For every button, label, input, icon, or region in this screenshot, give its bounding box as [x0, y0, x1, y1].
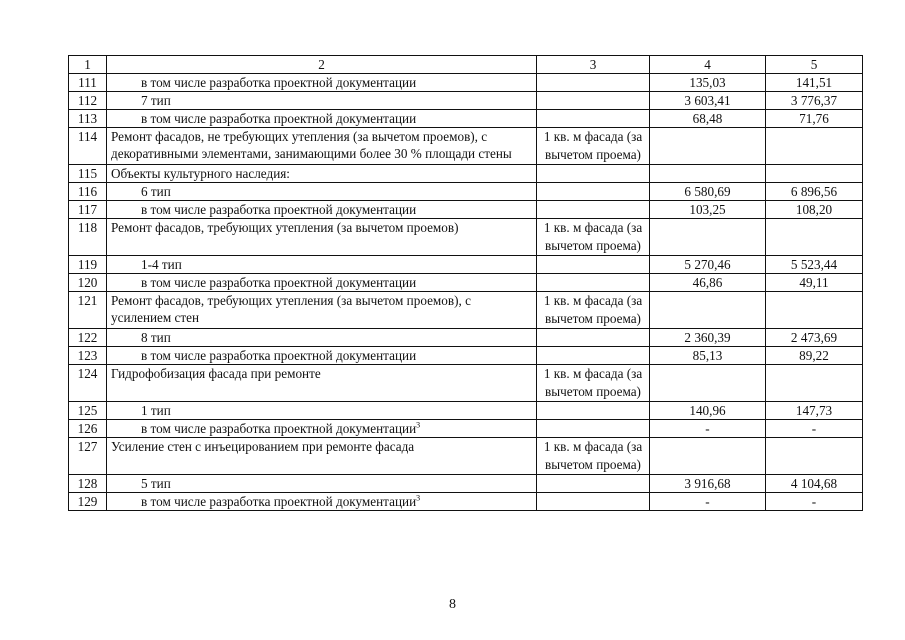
row-unit-cell [537, 493, 650, 511]
row-number-cell [69, 420, 107, 438]
row-number-cell [69, 92, 107, 110]
row-name-cell [107, 274, 537, 292]
row-name-text: в том числе разработка проектной документации [141, 421, 417, 436]
row-number-cell [69, 402, 107, 420]
row-value-col5-cell [766, 292, 863, 329]
row-value-col5-cell [766, 110, 863, 128]
row-name-cell [107, 292, 537, 329]
row-unit-cell [537, 402, 650, 420]
header-col-4: 4 [650, 56, 766, 74]
row-number-cell [69, 219, 107, 256]
document-sheet [68, 55, 863, 511]
row-value-col4-text: 2 360,39 [684, 330, 731, 345]
row-value-col4-cell [650, 347, 766, 365]
row-number-cell [69, 183, 107, 201]
row-number-cell [69, 292, 107, 329]
row-number-cell [69, 201, 107, 219]
row-value-col4-text: 3 916,68 [684, 476, 731, 491]
row-value-col4-text: 135,03 [689, 75, 726, 90]
table-header-row [69, 56, 863, 74]
row-number-text: 118 [77, 220, 98, 235]
footnote-marker: 3 [416, 420, 421, 430]
row-value-col4-text: 5 270,46 [684, 257, 731, 272]
row-unit-cell [537, 219, 650, 256]
row-value-col5-text: 71,76 [799, 111, 829, 126]
row-value-col5-text: 3 776,37 [790, 93, 838, 108]
row-unit-cell [537, 183, 650, 201]
row-value-col5-cell [766, 402, 863, 420]
row-value-col4-cell [650, 256, 766, 274]
row-name-cell [107, 74, 537, 92]
row-value-col4-cell [650, 438, 766, 475]
row-value-col4-cell [650, 292, 766, 329]
row-value-col4-text: 140,96 [689, 403, 726, 418]
row-value-col5-cell [766, 128, 863, 165]
row-unit-cell [537, 165, 650, 183]
row-number-text: 112 [77, 93, 98, 108]
row-name-text: в том числе разработка проектной документации [141, 111, 417, 126]
row-value-col5-text: 2 473,69 [790, 330, 838, 345]
row-unit-cell [537, 420, 650, 438]
row-value-col4-cell [650, 110, 766, 128]
row-value-col4-cell [650, 475, 766, 493]
row-name-cell [107, 329, 537, 347]
row-number-text: 128 [77, 476, 98, 491]
row-number-cell [69, 365, 107, 402]
row-number-cell [69, 347, 107, 365]
row-name-cell [107, 493, 537, 511]
row-number-text: 113 [77, 111, 98, 126]
page-number: 8 [449, 597, 456, 612]
row-value-col5-cell [766, 74, 863, 92]
row-value-col5-cell [766, 92, 863, 110]
row-unit-cell [537, 74, 650, 92]
row-unit-text: 1 кв. м фасада (за вычетом проема) [543, 220, 643, 253]
row-unit-cell [537, 128, 650, 165]
row-value-col5-text: 49,11 [799, 275, 829, 290]
header-col-1: 1 [69, 56, 107, 74]
row-value-col5-cell [766, 329, 863, 347]
row-number-cell [69, 74, 107, 92]
row-unit-cell [537, 347, 650, 365]
row-number-text: 126 [77, 421, 98, 436]
table-row [69, 74, 863, 92]
row-name-cell [107, 219, 537, 256]
row-name-text: 8 тип [141, 330, 171, 345]
row-name-text: Объекты культурного наследия: [111, 166, 290, 181]
row-value-col4-text: 46,86 [692, 275, 723, 290]
row-value-col5-cell [766, 347, 863, 365]
row-name-cell [107, 438, 537, 475]
row-name-text: 7 тип [141, 93, 171, 108]
row-value-col4-text: 85,13 [692, 348, 723, 363]
row-value-col5-cell [766, 420, 863, 438]
row-value-col4-cell [650, 183, 766, 201]
row-number-text: 123 [77, 348, 98, 363]
table-row [69, 201, 863, 219]
row-number-text: 115 [77, 166, 98, 181]
row-number-text: 116 [77, 184, 98, 199]
table-row [69, 256, 863, 274]
row-name-text: 5 тип [141, 476, 171, 491]
row-name-cell [107, 183, 537, 201]
row-value-col5-cell [766, 183, 863, 201]
row-value-col4-cell [650, 274, 766, 292]
row-value-col5-cell [766, 219, 863, 256]
price-table [68, 55, 863, 511]
row-name-cell [107, 420, 537, 438]
row-value-col5-cell [766, 438, 863, 475]
row-number-text: 117 [77, 202, 98, 217]
table-row [69, 475, 863, 493]
row-name-text: в том числе разработка проектной документации [141, 494, 417, 509]
header-col-5: 5 [766, 56, 863, 74]
table-row [69, 420, 863, 438]
table-row [69, 219, 863, 256]
row-value-col5-text: - [811, 494, 817, 509]
row-value-col5-cell [766, 475, 863, 493]
row-unit-cell [537, 292, 650, 329]
row-value-col5-cell [766, 165, 863, 183]
row-value-col5-cell [766, 365, 863, 402]
table-row [69, 365, 863, 402]
row-value-col5-text: 5 523,44 [790, 257, 838, 272]
row-unit-text: 1 кв. м фасада (за вычетом проема) [543, 293, 643, 326]
row-value-col4-text: 6 580,69 [684, 184, 731, 199]
row-name-text: Ремонт фасадов, не требующих утепления (за вычетом проемов), с декоративными элементами, занимающими более 30 % площади стены [111, 129, 512, 161]
row-value-col4-cell [650, 402, 766, 420]
row-name-text: в том числе разработка проектной документации [141, 75, 417, 90]
row-name-cell [107, 256, 537, 274]
row-unit-text: 1 кв. м фасада (за вычетом проема) [543, 366, 643, 399]
table-row [69, 92, 863, 110]
table-row [69, 402, 863, 420]
table-row [69, 329, 863, 347]
row-value-col4-text: 3 603,41 [684, 93, 731, 108]
row-value-col5-text: 6 896,56 [790, 184, 838, 199]
row-name-cell [107, 92, 537, 110]
row-number-text: 114 [77, 129, 98, 144]
row-number-cell [69, 493, 107, 511]
row-value-col5-cell [766, 493, 863, 511]
row-unit-cell [537, 329, 650, 347]
row-number-cell [69, 128, 107, 165]
row-value-col4-text: - [705, 494, 710, 509]
row-number-text: 129 [77, 494, 98, 509]
row-value-col4-cell [650, 201, 766, 219]
header-col-3: 3 [537, 56, 650, 74]
table-row [69, 128, 863, 165]
row-name-text: в том числе разработка проектной документации [141, 348, 417, 363]
footnote-marker: 3 [416, 493, 421, 503]
row-value-col4-cell [650, 219, 766, 256]
row-value-col4-cell [650, 420, 766, 438]
table-row [69, 183, 863, 201]
row-value-col5-text: 141,51 [795, 75, 833, 90]
row-name-text: Ремонт фасадов, требующих утепления (за вычетом проемов), с усилением стен [111, 293, 471, 325]
row-value-col5-text: - [811, 421, 817, 436]
row-value-col4-cell [650, 365, 766, 402]
row-name-text: Гидрофобизация фасада при ремонте [111, 366, 321, 381]
row-unit-cell [537, 365, 650, 402]
row-number-text: 121 [77, 293, 98, 308]
row-value-col4-text: 103,25 [689, 202, 726, 217]
row-name-cell [107, 201, 537, 219]
row-unit-cell [537, 110, 650, 128]
row-number-cell [69, 165, 107, 183]
row-value-col5-text: 147,73 [795, 403, 833, 418]
row-number-cell [69, 256, 107, 274]
row-unit-cell [537, 92, 650, 110]
row-value-col5-cell [766, 201, 863, 219]
row-number-text: 125 [77, 403, 98, 418]
row-name-text: Ремонт фасадов, требующих утепления (за вычетом проемов) [111, 220, 459, 235]
row-number-text: 124 [77, 366, 98, 381]
row-unit-cell [537, 256, 650, 274]
table-row [69, 347, 863, 365]
row-name-cell [107, 110, 537, 128]
row-name-cell [107, 165, 537, 183]
row-value-col5-text: 89,22 [799, 348, 829, 363]
row-name-cell [107, 402, 537, 420]
table-row [69, 110, 863, 128]
row-name-text: Усиление стен с инъецированием при ремонте фасада [111, 439, 415, 454]
row-number-text: 120 [77, 275, 98, 290]
row-unit-cell [537, 201, 650, 219]
row-value-col5-text: 108,20 [795, 202, 833, 217]
table-row [69, 493, 863, 511]
row-value-col4-cell [650, 165, 766, 183]
row-name-text: 6 тип [141, 184, 171, 199]
row-name-text: 1 тип [141, 403, 171, 418]
table-row [69, 274, 863, 292]
row-number-text: 127 [77, 439, 98, 454]
row-value-col4-text: - [705, 421, 710, 436]
row-unit-cell [537, 438, 650, 475]
row-name-cell [107, 365, 537, 402]
row-name-text: 1-4 тип [141, 257, 182, 272]
row-value-col4-cell [650, 92, 766, 110]
row-unit-text: 1 кв. м фасада (за вычетом проема) [543, 439, 643, 472]
row-number-text: 122 [77, 330, 98, 345]
row-number-text: 111 [78, 75, 97, 90]
row-unit-cell [537, 274, 650, 292]
row-name-cell [107, 475, 537, 493]
row-name-text: в том числе разработка проектной документации [141, 202, 417, 217]
row-value-col4-text: 68,48 [692, 111, 723, 126]
row-value-col4-cell [650, 329, 766, 347]
row-value-col5-cell [766, 256, 863, 274]
row-number-cell [69, 329, 107, 347]
header-col-2: 2 [107, 56, 537, 74]
row-number-cell [69, 274, 107, 292]
table-row [69, 165, 863, 183]
row-unit-text: 1 кв. м фасада (за вычетом проема) [543, 129, 643, 162]
row-value-col4-cell [650, 128, 766, 165]
row-number-cell [69, 110, 107, 128]
row-name-cell [107, 128, 537, 165]
table-row [69, 292, 863, 329]
row-name-cell [107, 347, 537, 365]
row-value-col5-text: 4 104,68 [790, 476, 838, 491]
row-number-cell [69, 438, 107, 475]
row-name-text: в том числе разработка проектной документации [141, 275, 417, 290]
row-number-text: 119 [77, 257, 98, 272]
row-value-col5-cell [766, 274, 863, 292]
row-value-col4-cell [650, 493, 766, 511]
row-unit-cell [537, 475, 650, 493]
table-row [69, 438, 863, 475]
row-value-col4-cell [650, 74, 766, 92]
row-number-cell [69, 475, 107, 493]
